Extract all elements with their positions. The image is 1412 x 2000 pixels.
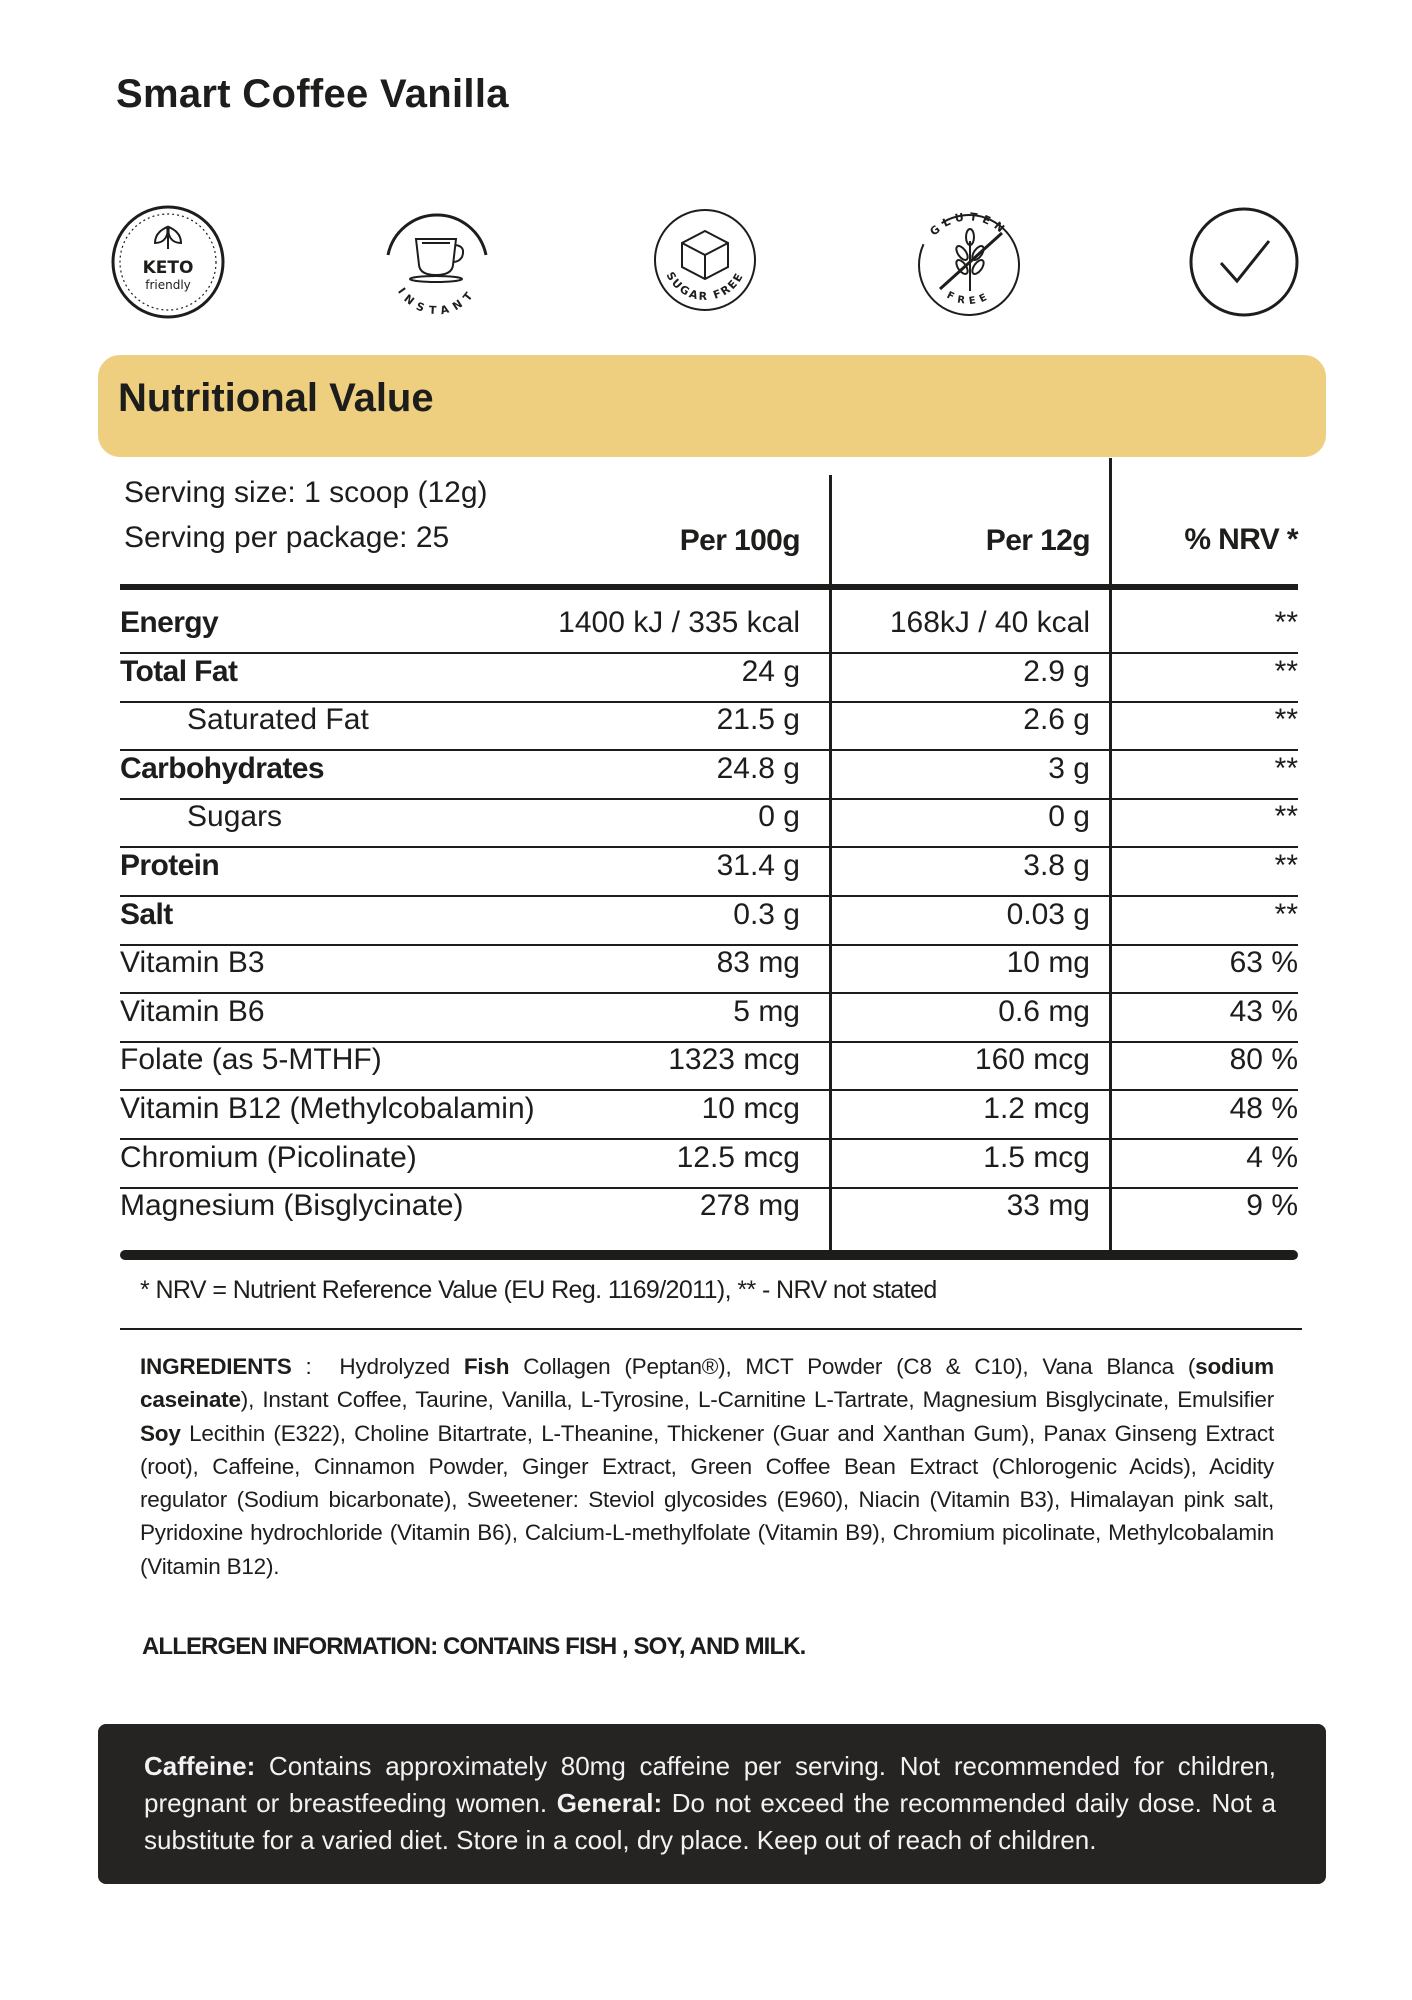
nutrient-name: Folate (as 5-MTHF) <box>120 1043 382 1077</box>
value-per12g: 1.5 mcg <box>983 1140 1090 1174</box>
leaf-icon <box>155 227 181 249</box>
value-per100g: 21.5 g <box>716 703 800 737</box>
checkmark-icon <box>1221 241 1269 281</box>
value-per100g: 1323 mcg <box>668 1043 800 1077</box>
warning-text <box>144 1748 1276 1859</box>
nrv-footnote: * NRV = Nutrient Reference Value (EU Reg. 1169/2011), ** - NRV not stated <box>140 1276 937 1304</box>
sugar-cube-icon <box>682 231 728 279</box>
nutrient-name: Vitamin B3 <box>120 946 265 980</box>
gluten-free-label: FREE <box>944 289 994 308</box>
nutrient-name: Vitamin B6 <box>120 994 265 1028</box>
value-per100g: 5 mg <box>733 994 800 1028</box>
value-per12g: 0.6 mg <box>998 994 1090 1028</box>
value-nrv: ** <box>1274 654 1298 688</box>
value-nrv: ** <box>1274 897 1298 931</box>
value-per12g: 0.03 g <box>1006 897 1090 931</box>
value-per12g: 3.8 g <box>1023 849 1090 882</box>
nutrient-name: Energy <box>120 606 219 639</box>
value-nrv: 63 % <box>1229 946 1298 980</box>
ingredients-text: Collagen (Peptan®), MCT Powder (C8 & C10), Vana Blanca ( <box>509 1354 1196 1379</box>
value-per100g: 31.4 g <box>716 849 800 882</box>
nutrient-name: Chromium (Picolinate) <box>120 1140 417 1174</box>
nutritional-value-header <box>98 355 1326 457</box>
value-per12g: 1.2 mcg <box>983 1092 1090 1125</box>
value-nrv: 80 % <box>1229 1043 1298 1077</box>
general-text: Do not exceed the recommended daily dose. Not a substitute for a varied diet. Store in a cool, dry place. Keep out of reach of children. <box>144 1788 1276 1855</box>
allergen-information: ALLERGEN INFORMATION: CONTAINS FISH , SOY, AND MILK. <box>142 1633 806 1660</box>
table-footer-rule <box>120 1250 1298 1260</box>
value-per100g: 278 mg <box>699 1189 800 1223</box>
value-nrv: 4 % <box>1246 1140 1298 1174</box>
value-nrv: ** <box>1274 703 1298 737</box>
value-per12g: 160 mcg <box>974 1043 1090 1077</box>
coffee-cup-icon <box>410 239 463 282</box>
value-nrv: 9 % <box>1246 1189 1298 1223</box>
column-header-per100g: Per 100g <box>679 524 800 557</box>
keto-friendly-badge <box>111 205 225 319</box>
table-header-rule <box>120 584 1298 590</box>
value-nrv: ** <box>1274 606 1298 639</box>
value-per12g: 2.9 g <box>1023 654 1090 688</box>
nutrient-name: Sugars <box>187 800 283 834</box>
value-nrv: ** <box>1274 849 1298 882</box>
value-per100g: 12.5 mcg <box>676 1140 800 1174</box>
value-nrv: 43 % <box>1229 994 1298 1028</box>
value-per12g: 168kJ / 40 kcal <box>889 606 1090 639</box>
value-per100g: 0.3 g <box>733 897 800 931</box>
gluten-free-badge <box>912 205 1026 319</box>
column-header-nrv: % NRV * <box>1184 523 1298 556</box>
column-divider <box>829 475 832 1250</box>
value-per12g: 3 g <box>1048 751 1090 785</box>
svg-text:FREE <box>945 290 993 307</box>
nutrient-name: Carbohydrates <box>120 751 324 785</box>
allergen-soy: Soy <box>140 1420 181 1446</box>
warning-box <box>98 1724 1326 1884</box>
value-per100g: 1400 kJ / 335 kcal <box>558 606 800 639</box>
allergen-milk: sodium caseinate <box>140 1354 1274 1413</box>
value-per12g: 10 mg <box>1006 946 1090 980</box>
ingredients-label: INGREDIENTS <box>140 1354 292 1379</box>
value-per100g: 24 g <box>741 654 800 688</box>
serving-size: Serving size: 1 scoop (12g) <box>124 476 488 509</box>
value-per100g: 0 g <box>758 800 800 834</box>
nutrient-name: Salt <box>120 897 173 931</box>
instant-badge <box>380 205 494 319</box>
nutrient-name: Vitamin B12 (Methylcobalamin) <box>120 1092 535 1125</box>
keto-label: KETO <box>142 258 194 278</box>
nutrient-name: Magnesium (Bisglycinate) <box>120 1189 464 1223</box>
nutrient-name: Saturated Fat <box>187 703 369 737</box>
nutrient-name: Total Fat <box>120 654 238 688</box>
value-per100g: 83 mg <box>716 946 800 980</box>
value-nrv: ** <box>1274 800 1298 834</box>
gluten-label: GLUTEN <box>927 210 1011 239</box>
column-header-per12g: Per 12g <box>985 524 1090 557</box>
section-divider <box>120 1328 1302 1330</box>
sugar-free-label: SUGAR FREE <box>663 269 747 304</box>
value-nrv: ** <box>1274 751 1298 785</box>
product-title: Smart Coffee Vanilla <box>116 72 509 116</box>
column-divider <box>1109 458 1112 1250</box>
checkmark-badge <box>1187 205 1301 319</box>
value-nrv: 48 % <box>1229 1092 1298 1125</box>
wheat-icon <box>940 229 1002 291</box>
caffeine-label: Caffeine: <box>144 1751 256 1781</box>
ingredients-text: Hydrolyzed <box>339 1354 464 1379</box>
caffeine-text: Contains approximately 80mg caffeine per serving. Not recommended for children, pregnant or breastfeeding women. <box>144 1751 1276 1818</box>
allergen-fish: Fish <box>463 1354 510 1379</box>
value-per12g: 2.6 g <box>1023 703 1090 737</box>
ingredients-text: ), Instant Coffee, Taurine, Vanilla, L-Tyrosine, L-Carnitine L-Tartrate, Magnesium Bisglycinate, Emulsifier <box>240 1387 1274 1413</box>
value-per12g: 33 mg <box>1006 1189 1090 1223</box>
general-label: General: <box>556 1788 663 1818</box>
value-per100g: 10 mcg <box>701 1092 800 1125</box>
nutritional-value-title: Nutritional Value <box>118 376 434 420</box>
friendly-label: friendly <box>145 278 191 292</box>
instant-label: INSTANT <box>395 285 480 318</box>
svg-text:INSTANT <box>395 285 479 317</box>
value-per100g: 24.8 g <box>716 751 800 785</box>
nutrient-name: Protein <box>120 849 220 882</box>
servings-per-package: Serving per package: 25 <box>124 521 450 554</box>
value-per12g: 0 g <box>1048 800 1090 834</box>
ingredients-paragraph: INGREDIENTS : Hydrolyzed Fish Collagen (Peptan®), MCT Powder (C8 & C10), Vana Blanca (sodium caseinate), Instant Coffee, Taurine, Vanilla, L-Tyrosine, L-Carnitine L-Tartrate, Magnesium Bisglycinate, Emulsifier Soy Lecithin (E322), Choline Bitartrate, L-Theanine, Thickener (Guar and Xanthan Gum), Panax Ginseng Extract (root), Caffeine, Cinnamon Powder, Ginger Extract, Green Coffee Bean Extract (Chlorogenic Acids), Acidity regulator (Sodium bicarbonate), Sweetener: Steviol glycosides (E960), Niacin (Vitamin B3), Himalayan pink salt, Pyridoxine hydrochloride (Vitamin B6), Calcium-L-methylfolate (Vitamin B9), Chromium picolinate, Methylcobalamin (Vitamin B12). <box>140 1354 1274 1579</box>
ingredients-text: Lecithin (E322), Choline Bitartrate, L-Theanine, Thickener (Guar and Xanthan Gum), Panax Ginseng Extract (root), Caffeine, Cinnamon Powder, Ginger Extract, Green Coffee Bean Extract (Chlorogenic Acids), Acidity regulator (Sodium bicarbonate), Sweetener: Steviol glycosides (E960), Niacin (Vitamin B3), Himalayan pink salt, Pyridoxine hydrochloride (Vitamin B6), Calcium-L-methylfolate (Vitamin B9), Chromium picolinate, Methylcobalamin (Vitamin B12). <box>140 1420 1274 1579</box>
sugar-free-badge <box>648 205 762 319</box>
